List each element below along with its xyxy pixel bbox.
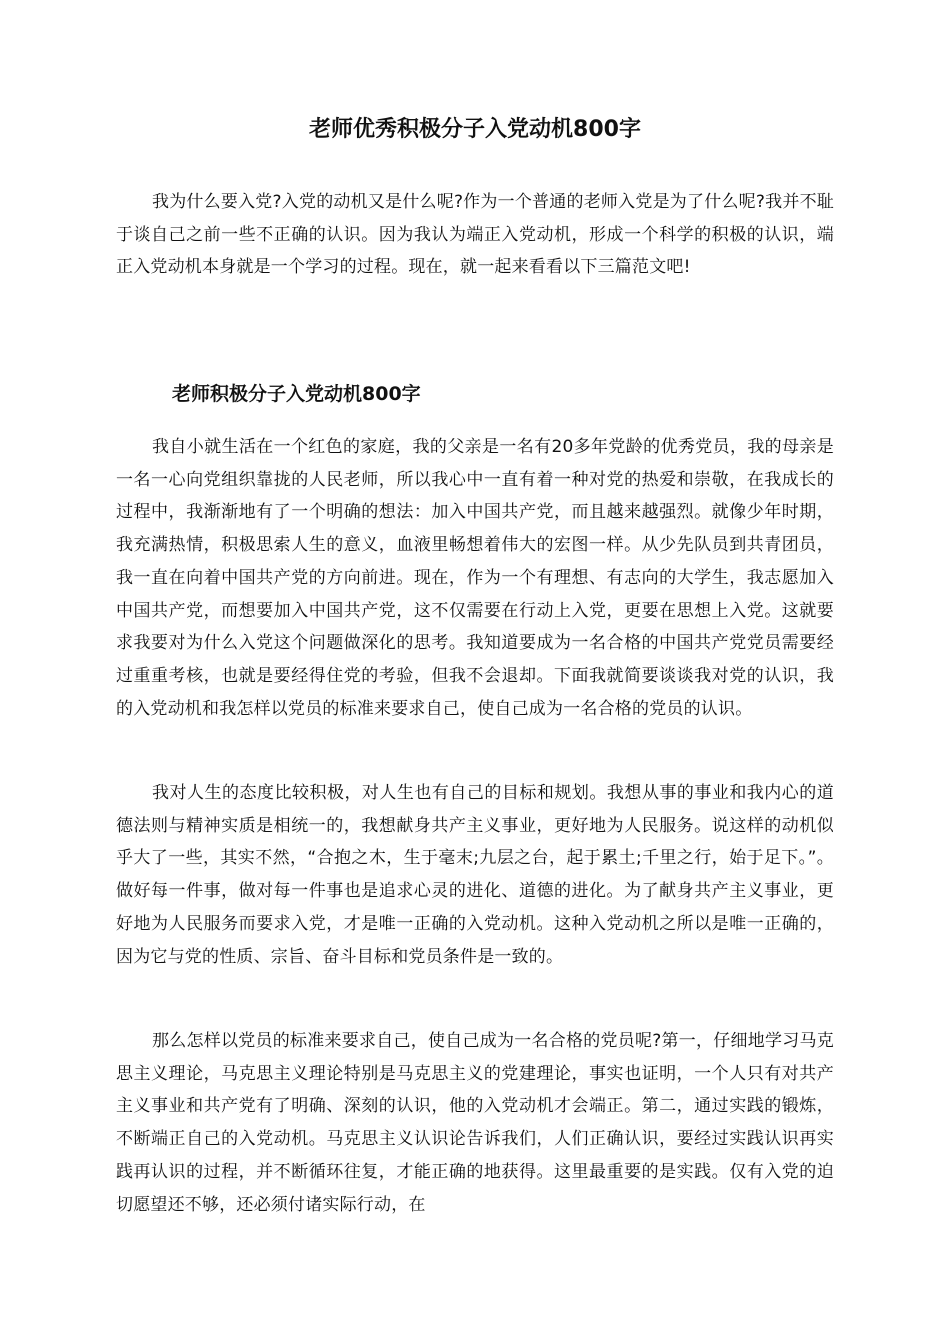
body-paragraph-1: 我自小就生活在一个红色的家庭，我的父亲是一名有20多年党龄的优秀党员，我的母亲是一名一心向党组织靠拢的人民老师，所以我心中一直有着一种对党的热爱和崇敬，在我成长的过程中，我渐渐地有了一个明确的想法：加入中国共产党，而且越来越强烈。就像少年时期，我充满热情，积极思索人生的意义，血液里畅想着伟大的宏图一样。从少先队员到共青团员，我一直在向着中国共产党的方向前进。现在，作为一个有理想、有志向的大学生，我志愿加入中国共产党，而想要加入中国共产党，这不仅需要在行动上入党，更要在思想上入党。这就要求我要对为什么入党这个问题做深化的思考。我知道要成为一名合格的中国共产党党员需要经过重重考核，也就是要经得住党的考验，但我不会退却。下面我就简要谈谈我对党的认识，我的入党动机和我怎样以党员的标准来要求自己，使自己成为一名合格的党员的认识。 <box>116 437 834 719</box>
section-title: 老师积极分子入党动机800字 <box>172 383 421 405</box>
body-paragraph-3: 那么怎样以党员的标准来要求自己，使自己成为一名合格的党员呢?第一，仔细地学习马克思主义理论，马克思主义理论特别是马克思主义的党建理论，事实也证明，一个人只有对共产主义事业和共产党有了明确、深刻的认识，他的入党动机才会端正。第二，通过实践的锻炼，不断端正自己的入党动机。马克思主义认识论告诉我们，人们正确认识，要经过实践认识再实践再认识的过程，并不断循环往复，才能正确的地获得。这里最重要的是实践。仅有入党的迫切愿望还不够，还必须付诸实际行动，在 <box>116 1031 834 1215</box>
page-title: 老师优秀积极分子入党动机800字 <box>309 117 641 142</box>
intro-paragraph: 我为什么要入党?入党的动机又是什么呢?作为一个普通的老师入党是为了什么呢?我并不耻于谈自己之前一些不正确的认识。因为我认为端正入党动机，形成一个科学的积极的认识，端正入党动机本身就是一个学习的过程。现在，就一起来看看以下三篇范文吧! <box>116 192 834 278</box>
body-paragraph-2: 我对人生的态度比较积极，对人生也有自己的目标和规划。我想从事的事业和我内心的道德法则与精神实质是相统一的，我想献身共产主义事业，更好地为人民服务。说这样的动机似乎大了一些，其实不然，“合抱之木，生于毫末;九层之台，起于累土;千里之行，始于足下。”。做好每一件事，做对每一件事也是追求心灵的进化、道德的进化。为了献身共产主义事业，更好地为人民服务而要求入党，才是唯一正确的入党动机。这种入党动机之所以是唯一正确的，因为它与党的性质、宗旨、奋斗目标和党员条件是一致的。 <box>116 783 834 967</box>
